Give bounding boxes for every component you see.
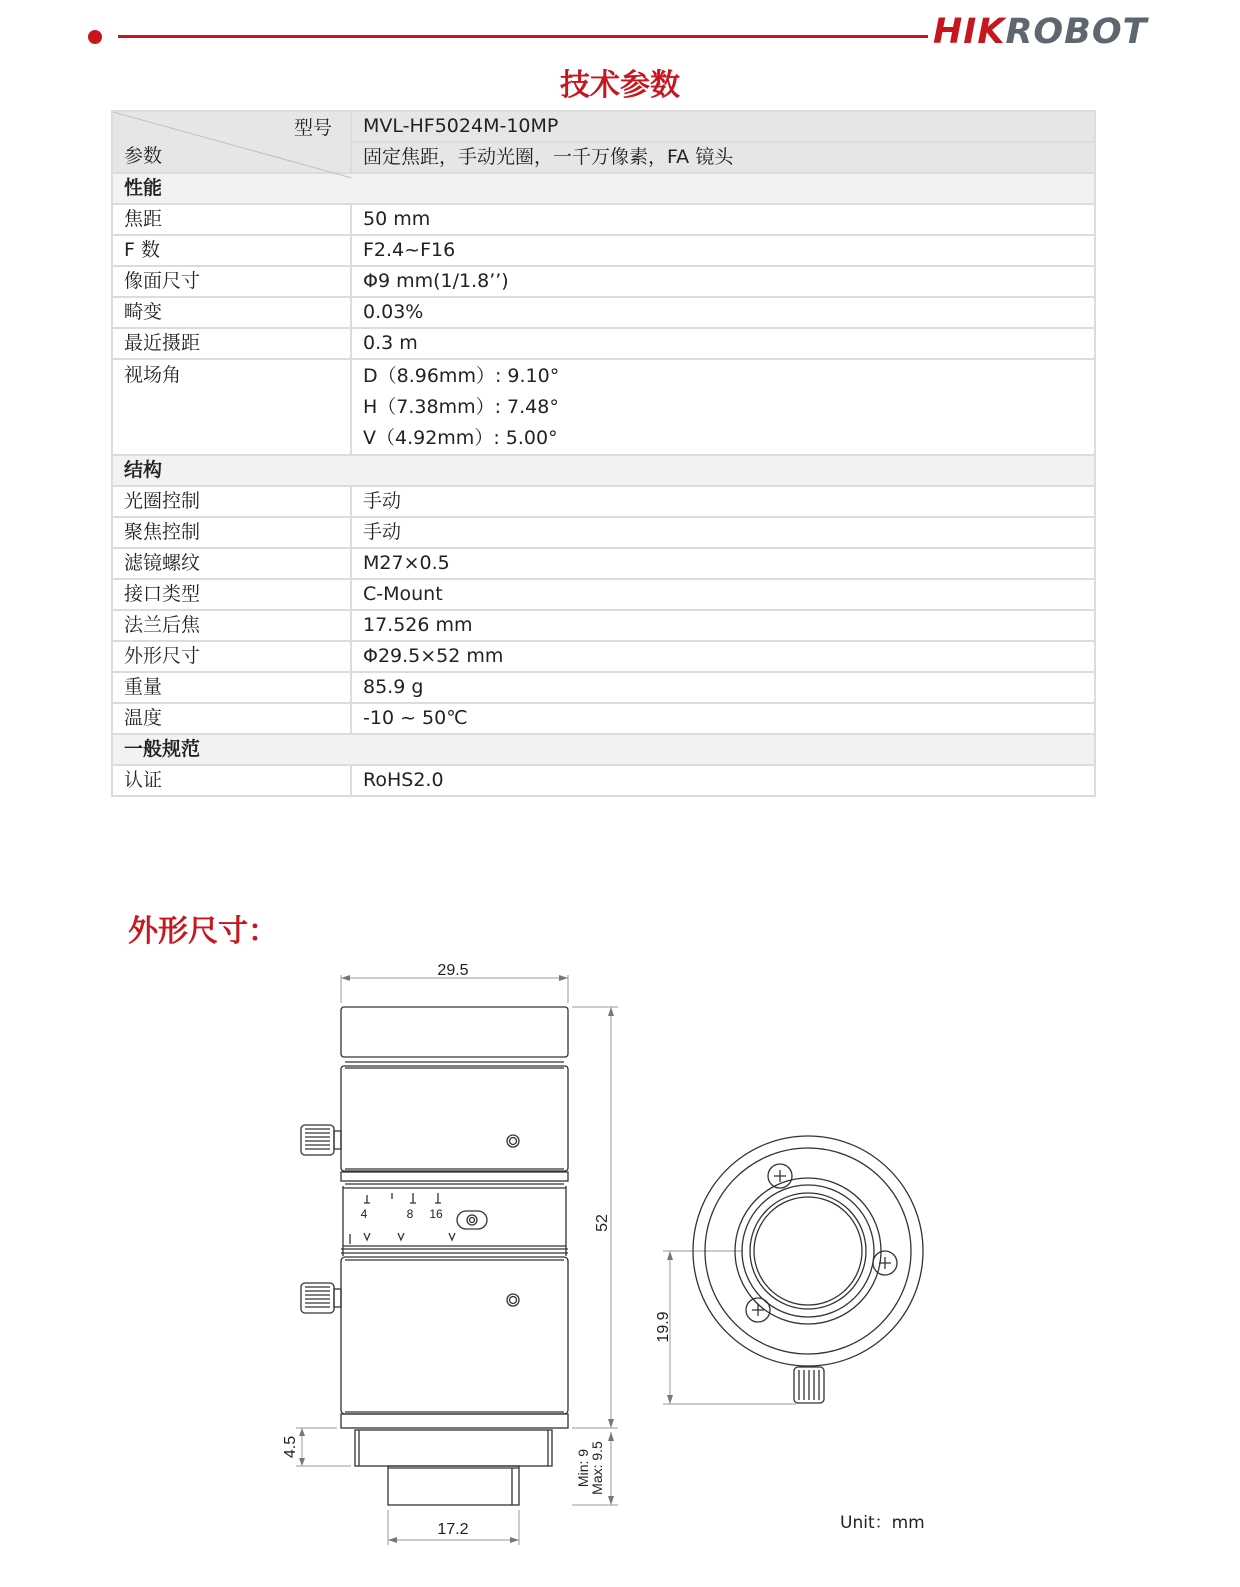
model-label: 型号: [293, 117, 332, 139]
row-value: Φ29.5×52 mm: [351, 641, 1095, 672]
param-label: 参数: [124, 145, 163, 167]
flange-label: 4.5: [282, 1435, 299, 1459]
row-label: 重量: [112, 672, 351, 703]
row-label: 光圈控制: [112, 486, 351, 517]
row-label: 外形尺寸: [112, 641, 351, 672]
section-title: 一般规范: [112, 734, 1095, 765]
row-label: F 数: [112, 235, 351, 266]
hikrobot-logo: HIKROBOT: [933, 12, 1148, 52]
aperture-mark: 16: [429, 1207, 443, 1221]
page-title: 技术参数: [560, 68, 680, 103]
row-label: 温度: [112, 703, 351, 734]
lens-side-view: [301, 1007, 568, 1505]
row-label: 接口类型: [112, 579, 351, 610]
fov-diagonal: D（8.96mm）: 9.10°: [363, 365, 560, 387]
row-value: 17.526 mm: [351, 610, 1095, 641]
row-label: 焦距: [112, 204, 351, 235]
mount-label: 17.2: [437, 1521, 469, 1538]
row-label: 最近摄距: [112, 328, 351, 359]
width-label: 29.5: [437, 962, 469, 979]
model-description: 固定焦距，手动光圈，一千万像素，FA 镜头: [351, 142, 1095, 173]
model-value: MVL-HF5024M-10MP: [351, 111, 1095, 142]
section-title: 结构: [112, 455, 1095, 486]
row-value: 0.03%: [351, 297, 1095, 328]
dimensions-title: 外形尺寸：: [128, 914, 278, 949]
section-title: 性能: [112, 173, 1095, 204]
row-value: 50 mm: [351, 204, 1095, 235]
fov-horizontal: H（7.38mm）: 7.48°: [363, 396, 559, 418]
front-height-label: 19.9: [655, 1311, 672, 1343]
aperture-mark: 4: [360, 1207, 368, 1221]
row-label: 聚焦控制: [112, 517, 351, 548]
backfocus-max-label: Max: 9.5: [589, 1441, 605, 1495]
row-value: 手动: [351, 517, 1095, 548]
row-value: 85.9 g: [351, 672, 1095, 703]
lens-front-view: [693, 1136, 923, 1403]
length-label: 52: [594, 1214, 611, 1232]
backfocus-min-label: Min: 9: [575, 1448, 591, 1488]
row-label: 视场角: [112, 359, 351, 455]
row-label: 认证: [112, 765, 351, 796]
row-label: 法兰后焦: [112, 610, 351, 641]
row-value: -10 ~ 50℃: [351, 703, 1095, 734]
row-label: 畸变: [112, 297, 351, 328]
row-value: M27×0.5: [351, 548, 1095, 579]
unit-label: Unit：mm: [840, 1513, 925, 1533]
row-value: RoHS2.0: [351, 765, 1095, 796]
row-label: 滤镜螺纹: [112, 548, 351, 579]
fov-vertical: V（4.92mm）: 5.00°: [363, 427, 558, 449]
row-value: F2.4~F16: [351, 235, 1095, 266]
row-value: 手动: [351, 486, 1095, 517]
row-value: Φ9 mm(1/1.8’’): [351, 266, 1095, 297]
row-value: 0.3 m: [351, 328, 1095, 359]
row-value: C-Mount: [351, 579, 1095, 610]
row-label: 像面尺寸: [112, 266, 351, 297]
aperture-mark: 8: [406, 1207, 414, 1221]
